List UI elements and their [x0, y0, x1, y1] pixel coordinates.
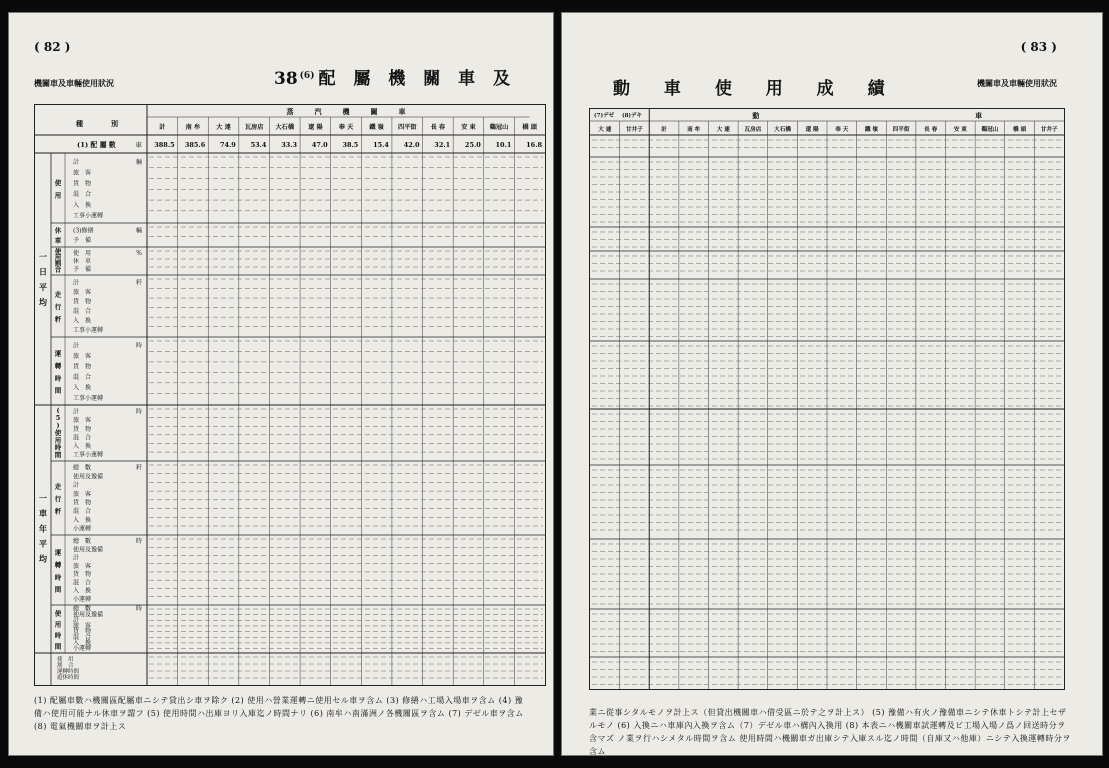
- unit-label: %: [136, 250, 142, 257]
- group-heading: 動: [752, 111, 760, 120]
- block-side-label: 走: [54, 290, 62, 299]
- row-label: 計: [73, 554, 80, 562]
- block-side-label: 用: [54, 436, 62, 445]
- block-side-label: 使: [54, 428, 62, 437]
- column-heading: (8)デキ: [621, 113, 643, 119]
- column-heading: 奉 天: [338, 124, 354, 131]
- block-side-label: 5: [55, 414, 61, 422]
- row-label: 使 用: [57, 657, 74, 663]
- row-label: 總 數: [73, 605, 92, 613]
- block-side-label: 用: [54, 191, 62, 200]
- row-label: 混 合: [73, 308, 92, 316]
- row-label: (3)修繕: [73, 227, 94, 235]
- block-side-label: 間: [54, 451, 62, 460]
- side-label-year: 車: [39, 508, 47, 519]
- block-side-label: 使: [54, 178, 62, 187]
- side-label-day: 日: [39, 266, 47, 277]
- side-label-day: 一: [39, 251, 47, 262]
- unit-label: 時: [135, 408, 142, 416]
- cell-value: 385.6: [184, 141, 206, 149]
- column-heading: 長 春: [430, 124, 446, 131]
- unit-label: 時: [135, 342, 142, 350]
- unit-label: 粁: [135, 279, 142, 287]
- unit-label: 車: [135, 141, 142, 149]
- row-label: 入 換: [73, 201, 92, 209]
- row-label: 予 備: [73, 237, 92, 245]
- table-superscript: (6): [299, 70, 315, 81]
- row-label: 工事小運轉: [73, 327, 104, 335]
- column-heading: 長 春: [924, 127, 938, 133]
- row-label: 旅 客: [73, 417, 92, 425]
- row-label: 旅 客: [73, 490, 92, 498]
- row-label: 計: [73, 408, 80, 416]
- row-label: 計: [73, 279, 80, 287]
- table-title: [274, 64, 516, 89]
- row-label: 貨 物: [73, 571, 92, 579]
- side-label-year: 年: [39, 523, 47, 534]
- side-label-day: 平: [39, 281, 47, 292]
- column-heading: 大 連: [716, 127, 730, 133]
- block-side-label: 休: [54, 226, 62, 235]
- cell-value: 47.0: [311, 141, 328, 149]
- row-label: 貨 物: [73, 363, 92, 371]
- group-heading: 車: [975, 111, 983, 120]
- column-heading: 甘井子: [1040, 127, 1058, 133]
- row-label: 小運轉: [73, 645, 92, 653]
- column-heading: 鷄冠山: [981, 127, 999, 133]
- unit-label: 輛: [135, 158, 142, 166]
- page-number: ( 82 ): [34, 40, 71, 54]
- side-label-day: 均: [39, 297, 47, 308]
- row-label: 予 備: [73, 266, 92, 273]
- column-heading: 遼 陽: [805, 127, 819, 133]
- column-heading: (7)デゼ: [594, 113, 614, 119]
- column-heading: 橋 頭: [1012, 127, 1027, 133]
- row-label: 總 數: [73, 538, 92, 546]
- block-side-label: ): [56, 421, 60, 430]
- row-label: 入 換: [73, 516, 92, 524]
- row-label: 旅 客: [73, 622, 92, 630]
- row-label: 工事小運轉: [73, 451, 104, 459]
- unit-label: 粁: [135, 464, 142, 472]
- block-side-label: 時: [54, 374, 62, 383]
- row-label: 旅 客: [73, 169, 92, 177]
- block-side-label: 時: [54, 631, 62, 640]
- row-label: 使用及豫備: [73, 611, 104, 619]
- block-side-label: 間: [54, 585, 62, 594]
- row-label: 旅 客: [73, 289, 92, 297]
- block-side-label: 車: [54, 236, 62, 245]
- column-heading: 大 連: [598, 127, 612, 133]
- row-label: 計: [73, 482, 80, 490]
- cell-value: 38.5: [342, 141, 359, 149]
- row-label: 休 車: [73, 258, 92, 265]
- column-heading: 甘井子: [626, 127, 643, 133]
- row-label: 入 換: [73, 639, 92, 647]
- row-label: 混 合: [73, 633, 92, 641]
- block-side-label: 使: [54, 247, 62, 256]
- block-side-label: 合: [54, 265, 62, 274]
- block-side-label: 用: [54, 253, 62, 262]
- column-heading: 安 東: [953, 127, 967, 133]
- column-heading: 南 牟: [185, 124, 201, 131]
- right-page: [561, 12, 1103, 756]
- row-label: 割 合: [57, 663, 74, 669]
- row-label: 混 合: [73, 373, 92, 381]
- block-side-label: 間: [54, 642, 62, 651]
- row-label: 貨 物: [73, 499, 92, 507]
- unit-label: 時: [135, 538, 142, 546]
- cell-value: 33.3: [281, 141, 298, 149]
- row-label: 總 數: [73, 464, 92, 472]
- side-label-year: 一: [39, 492, 47, 503]
- cell-value: 16.8: [526, 141, 542, 149]
- stub-heading: 種 別: [76, 119, 118, 128]
- column-heading: 大 連: [216, 124, 231, 131]
- column-heading: 計: [661, 127, 667, 133]
- row-label: 小運轉: [73, 595, 92, 603]
- column-heading: 鷄冠山: [489, 124, 509, 131]
- row-label: 混 合: [73, 579, 92, 587]
- cell-value: 53.4: [250, 141, 267, 149]
- running-head: 機關車及車輛使用狀況: [34, 78, 114, 88]
- row-label: 貨 物: [73, 180, 92, 188]
- page-number: ( 83 ): [1020, 40, 1057, 54]
- column-heading: 四平街: [397, 124, 417, 131]
- block-side-label: 粁: [54, 507, 62, 516]
- cell-value: 32.1: [434, 141, 451, 149]
- row-label: 工事小運轉: [73, 394, 104, 402]
- cell-value: 388.5: [154, 141, 175, 149]
- block-side-label: 割: [54, 259, 62, 268]
- cell-value: 10.1: [495, 141, 512, 149]
- block-side-label: 間: [54, 386, 62, 395]
- row-label: 混 合: [73, 434, 92, 442]
- row-label: 貨 物: [73, 298, 92, 306]
- block-side-label: 走: [54, 482, 62, 491]
- row-label: 貨 物: [73, 628, 92, 636]
- row-label: 入 換: [73, 317, 92, 325]
- row-label: 遊休時間: [57, 675, 80, 681]
- statistics-table-left: [34, 104, 546, 686]
- table-title: 動 車 使 用 成 績: [613, 79, 899, 99]
- row-label: 混 合: [73, 191, 92, 199]
- row-label: 運轉時間: [57, 669, 80, 675]
- column-heading: 大石橋: [275, 124, 295, 131]
- row-label: 旅 客: [73, 562, 92, 570]
- block-side-label: 轉: [54, 560, 62, 569]
- block-side-label: 運: [54, 349, 62, 358]
- block-side-label: 粁: [54, 315, 62, 324]
- block-side-label: (: [56, 406, 60, 415]
- row-label: 入 換: [73, 384, 92, 392]
- block-side-label: 行: [54, 303, 62, 312]
- column-heading: 遼 陽: [308, 124, 323, 131]
- row-label: 計: [73, 342, 80, 350]
- cell-value: 42.0: [403, 141, 420, 149]
- column-heading: 南 牟: [687, 127, 701, 133]
- block-side-label: 行: [54, 495, 62, 504]
- row-label: 入 換: [73, 587, 92, 595]
- footnote: (1) 配屬車數ハ機關區配屬車ニシテ貸出シ車ヲ除ク (2) 使用ハ營業運轉ニ使用セル車ヲ含ム (3) 修繕ハ工場入場車ヲ含ム (4) 豫備ハ使用可能ナル休車ヲ謂フ (5) 使用時間ハ出庫ヨリ入庫迄ノ時間ナリ (6) 南牟ハ南滿洲ノ各機關區ヲ含ム (7) デゼル車ヲ含ム (8) 電氣機關車ヲ計上ス: [34, 696, 524, 731]
- column-heading: 大石橋: [774, 127, 791, 133]
- row-label: (1) 配 屬 數: [77, 141, 116, 149]
- row-label: 貨 物: [73, 425, 92, 433]
- column-heading: 瓦房店: [244, 124, 264, 131]
- row-label: 計: [73, 616, 80, 624]
- statistics-table-right: [589, 108, 1065, 690]
- column-heading: 橋 頭: [522, 124, 537, 131]
- footnote: 業ニ從事シタルモノヲ計上ス（但貸出機關車ハ借受區ニ於テ之ヲ計上ス） (5) 豫備ハ有火ノ豫備車ニシテ休車トシテ計上セザルモノ (6) 入換ニハ車庫內入換ヲ含ム（7）デゼル車ハ構內入換用 (8) 本表ニハ機關車試運轉及ビ工場入場ノ爲ノ回送時分ヲ含マズ ノ業ヲ行ハシメタル時間ヲ含ム 使用時間ハ機關車ガ出庫シテ入庫スル迄ノ時間（自庫又ハ他庫）ニシテ入換運轉時分ヲ含ム: [589, 708, 1071, 756]
- unit-label: 時: [135, 605, 142, 613]
- column-heading: 計: [159, 124, 166, 131]
- left-page: [8, 12, 554, 756]
- block-side-label: 轉: [54, 361, 62, 370]
- cell-value: 15.4: [373, 141, 389, 149]
- side-label-year: 均: [39, 553, 47, 564]
- row-label: 計: [73, 158, 80, 166]
- row-label: 小運轉: [73, 525, 92, 533]
- block-side-label: 時: [54, 443, 62, 452]
- running-head: 機關車及車輛使用狀況: [977, 78, 1057, 88]
- table-title-text: 配 屬 機 關 車 及: [318, 69, 517, 89]
- column-heading: 鐵 嶺: [864, 127, 879, 133]
- row-label: 使用及豫備: [73, 473, 104, 481]
- cell-value: 74.9: [220, 141, 236, 149]
- side-label-year: 平: [39, 538, 47, 549]
- column-heading: 瓦房店: [744, 127, 762, 133]
- cell-value: 25.0: [464, 141, 481, 149]
- row-label: 入 換: [73, 443, 92, 451]
- column-heading: 安 東: [461, 124, 476, 131]
- block-side-label: 時: [54, 573, 62, 582]
- column-heading: 四平街: [892, 127, 910, 133]
- group-heading: 蒸 汽 機 關 車: [286, 107, 406, 116]
- row-label: 混 合: [73, 508, 92, 516]
- table-number: 38: [274, 69, 298, 89]
- column-heading: 奉 天: [835, 127, 849, 133]
- block-side-label: 使: [54, 609, 62, 618]
- row-label: 工事小運轉: [73, 212, 104, 220]
- block-side-label: 用: [54, 620, 62, 629]
- block-side-label: 運: [54, 548, 62, 557]
- row-label: 使 用: [73, 250, 92, 257]
- column-heading: 鐵 嶺: [369, 124, 384, 131]
- unit-label: 輛: [135, 227, 142, 235]
- row-label: 旅 客: [73, 352, 92, 360]
- row-label: 使用及豫備: [73, 546, 104, 554]
